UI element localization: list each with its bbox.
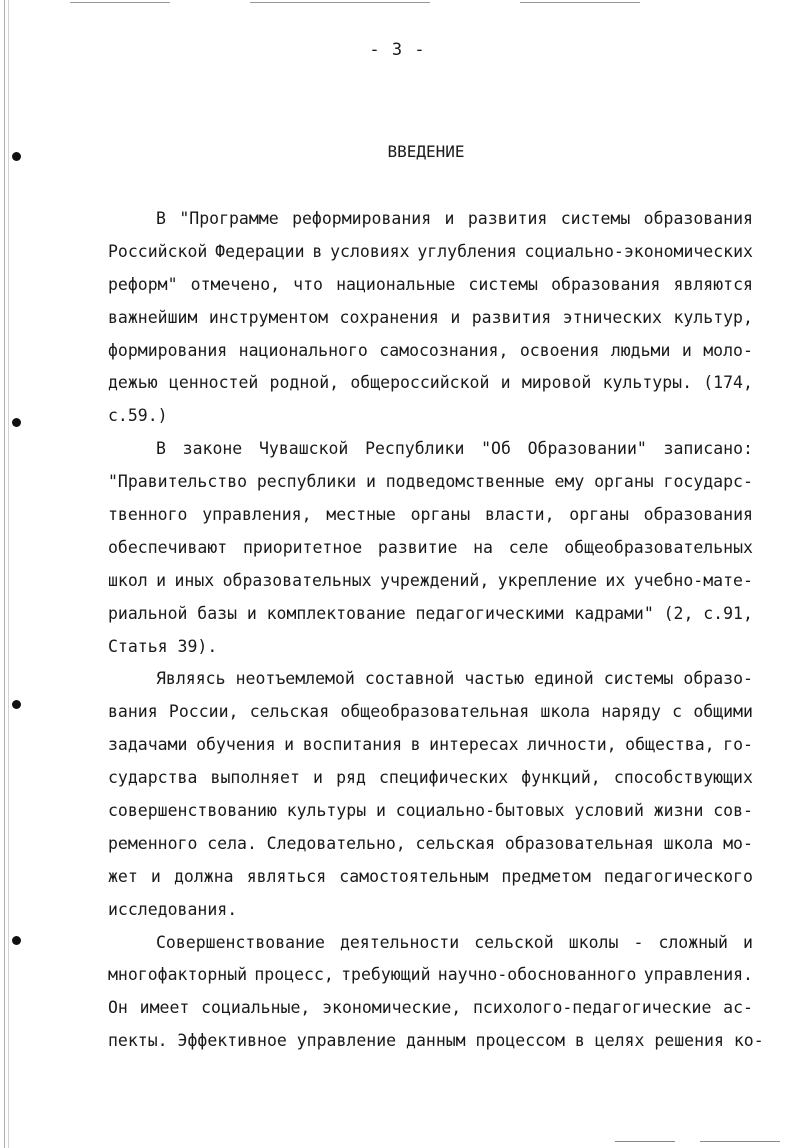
word: условиях — [330, 241, 410, 261]
word: культуры — [286, 801, 367, 821]
word: углубления — [417, 241, 517, 261]
word: частью — [464, 669, 525, 689]
text-line — [108, 367, 753, 400]
word: сов- — [713, 801, 753, 821]
word: развития — [471, 307, 552, 327]
word: республики — [256, 472, 357, 492]
text-line-content: с.59.) — [108, 406, 168, 426]
word: и — [156, 570, 167, 590]
word: вания — [108, 702, 158, 722]
word: единой — [534, 669, 594, 689]
word: - — [633, 932, 644, 952]
word: должна — [173, 866, 234, 886]
word: общими — [693, 702, 753, 722]
word: "Об — [481, 439, 511, 459]
word: в — [410, 735, 421, 755]
scan-bottom-edge — [700, 1141, 780, 1142]
word: социально-бытовых — [395, 801, 565, 821]
word: являются — [673, 274, 753, 294]
word: освоения — [519, 340, 600, 360]
text-line — [108, 828, 753, 861]
word: органы — [410, 505, 471, 525]
word: людьми — [610, 340, 671, 360]
paragraph — [108, 663, 753, 926]
binding-hole-marker — [12, 418, 21, 427]
word: образования — [643, 209, 753, 228]
text-line-content: Статья 39). — [108, 636, 218, 656]
word: психолого-педагогические — [472, 998, 712, 1018]
word: школ — [108, 570, 148, 590]
word: этнических — [562, 307, 662, 327]
word: и — [743, 932, 753, 952]
word: "Правительство — [108, 472, 248, 492]
word: учебно-мате- — [633, 570, 753, 590]
word: школа — [540, 702, 591, 722]
word: и — [246, 603, 257, 623]
word: сельская — [249, 702, 330, 722]
word: совершенствованию — [108, 801, 277, 821]
paragraph — [108, 203, 753, 433]
word: системы — [560, 209, 631, 228]
word: образо- — [683, 669, 753, 689]
word: и — [313, 768, 323, 788]
scan-margin-line-secondary — [8, 0, 9, 1148]
word: кадрами" — [574, 603, 654, 623]
word: образовательная — [504, 833, 654, 853]
word: моло- — [703, 340, 753, 360]
word: "Программе — [179, 209, 279, 228]
word: деятельности — [339, 932, 460, 952]
word: ценностей — [168, 373, 259, 393]
word: и — [150, 866, 161, 886]
word: власти, — [484, 505, 555, 525]
word: способствующих — [613, 768, 753, 788]
text-line — [108, 795, 753, 828]
word: В — [156, 439, 166, 459]
word: системы — [603, 669, 674, 689]
word: ему — [554, 472, 585, 492]
word: что — [293, 274, 323, 294]
word: мировой — [521, 373, 592, 393]
document-body — [108, 203, 764, 1058]
binding-hole-marker — [12, 936, 21, 945]
text-line — [108, 1025, 764, 1058]
word: с — [672, 702, 683, 722]
text-line — [108, 992, 753, 1025]
word: и — [681, 340, 692, 360]
word: Федерации — [215, 241, 305, 261]
scan-margin-line — [4, 0, 5, 1148]
word: и — [366, 472, 376, 492]
word: образования — [551, 274, 661, 294]
text-line — [108, 433, 753, 466]
word: педагогическими — [415, 603, 565, 623]
word: записано: — [663, 439, 753, 459]
word: сельская — [415, 833, 496, 853]
word: учреждений, — [380, 570, 490, 590]
word: на — [473, 537, 493, 557]
word: функций, — [521, 768, 601, 788]
word: условий — [574, 801, 644, 821]
word: культур, — [673, 307, 753, 327]
word: го- — [723, 735, 753, 755]
word: требующий — [341, 965, 431, 985]
word: с.91, — [703, 603, 753, 623]
word: социальные, — [201, 998, 311, 1018]
paragraph — [108, 433, 753, 663]
word: их — [605, 570, 626, 590]
text-line — [108, 959, 753, 992]
word: России, — [168, 702, 239, 722]
scan-top-edge — [70, 2, 170, 3]
word: родной, — [269, 373, 340, 393]
word: органы — [594, 472, 654, 492]
word: комплектование — [266, 603, 406, 623]
word: выполняет — [210, 768, 300, 788]
word: многофакторный — [108, 965, 248, 985]
word: органы — [569, 505, 629, 525]
text-line — [108, 696, 753, 729]
text-line — [108, 762, 753, 795]
paragraph — [108, 927, 764, 1059]
word: задачами — [108, 735, 188, 755]
word: воспитания — [302, 735, 403, 755]
text-line — [108, 894, 753, 927]
text-line — [108, 598, 753, 631]
word: жет — [108, 866, 138, 886]
word: укрепление — [497, 570, 598, 590]
word: Являясь — [156, 669, 226, 689]
text-line — [108, 400, 753, 433]
text-line-content: исследования. — [108, 899, 238, 919]
word: и — [444, 209, 455, 228]
page-number: - 3 - — [369, 40, 426, 60]
word: Образовании" — [527, 439, 647, 459]
word: жизни — [653, 801, 704, 821]
word: В — [156, 209, 166, 228]
word: инструментом — [208, 307, 329, 327]
word: имеет — [139, 998, 190, 1018]
text-line — [108, 663, 753, 696]
word: и — [500, 373, 511, 393]
word: важнейшим — [108, 307, 198, 327]
word: предметом — [501, 866, 591, 886]
word: образования — [643, 505, 753, 525]
text-line-content: пекты. Эффективное управление данным процессом в целях решения ко- — [108, 1031, 764, 1051]
word: мо- — [723, 833, 753, 853]
word: государс- — [663, 472, 753, 492]
word: и — [375, 801, 386, 821]
word: (2, — [663, 603, 694, 623]
text-line — [108, 729, 753, 762]
word: процесс, — [254, 965, 334, 985]
word: национального — [238, 340, 368, 360]
word: развитие — [377, 537, 458, 557]
binding-hole-marker — [12, 700, 21, 709]
word: образовательных — [222, 570, 372, 590]
word: педагогического — [603, 866, 753, 886]
word: культуры. — [602, 373, 692, 393]
word: законе — [182, 439, 243, 459]
word: селе — [508, 537, 549, 557]
word: дежью — [108, 373, 158, 393]
word: Совершенствование — [156, 932, 325, 952]
text-line — [108, 466, 753, 499]
word: сельской — [474, 932, 554, 952]
word: экономические, — [322, 998, 462, 1018]
word: базы — [197, 603, 238, 623]
word: и — [450, 307, 461, 327]
text-line — [108, 302, 753, 335]
word: национальные — [336, 274, 456, 294]
scan-top-edge — [520, 2, 640, 3]
word: ременного — [108, 833, 198, 853]
text-line — [108, 565, 753, 598]
word: ас- — [723, 998, 753, 1018]
word: твенного — [108, 505, 188, 525]
page-title: ВВЕДЕНИЕ — [387, 142, 465, 161]
scan-bottom-edge — [615, 1141, 675, 1142]
word: Следовательно, — [266, 833, 406, 853]
word: школа — [663, 833, 714, 853]
word: сохранения — [339, 307, 439, 327]
word: Он — [108, 998, 128, 1018]
word: наряду — [601, 702, 661, 722]
word: управления, — [202, 505, 312, 525]
word: реформ" — [108, 274, 178, 294]
text-line — [108, 269, 753, 302]
word: приоритетное — [242, 537, 363, 557]
word: составной — [364, 669, 455, 689]
text-line — [108, 927, 753, 960]
scan-top-edge — [250, 2, 430, 3]
text-line — [108, 203, 753, 236]
word: являться — [246, 866, 327, 886]
word: социально-экономических — [524, 241, 753, 261]
word: отмечено, — [190, 274, 281, 294]
word: общества, — [625, 735, 715, 755]
word: общеобразовательных — [564, 537, 753, 557]
word: системы — [468, 274, 538, 294]
word: местные — [326, 505, 396, 525]
word: самостоятельным — [339, 866, 489, 886]
text-line — [108, 861, 753, 894]
word: иных — [174, 570, 215, 590]
word: интересах — [429, 735, 519, 755]
word: села. — [207, 833, 257, 853]
word: общеобразовательная — [340, 702, 530, 722]
word: неотъемлемой — [235, 669, 355, 689]
word: школы — [568, 932, 619, 952]
word: управления. — [643, 965, 753, 985]
word: риальной — [108, 603, 188, 623]
text-line — [108, 335, 753, 368]
word: самосознания, — [379, 340, 509, 360]
word: личности, — [527, 735, 617, 755]
word: специфических — [379, 768, 509, 788]
word: и — [284, 735, 295, 755]
word: формирования — [108, 340, 228, 360]
word: (174, — [703, 373, 753, 393]
word: Чувашской — [258, 439, 349, 459]
word: развития — [467, 209, 548, 228]
word: обеспечивают — [108, 537, 228, 557]
word: ряд — [336, 768, 366, 788]
text-line — [108, 236, 753, 269]
word: обучения — [196, 735, 276, 755]
word: сложный — [658, 932, 728, 952]
word: подведомственные — [385, 472, 545, 492]
word: Республики — [365, 439, 465, 459]
word: реформирования — [292, 209, 432, 228]
word: в — [312, 241, 323, 261]
text-line — [108, 631, 753, 664]
word: сударства — [108, 768, 198, 788]
word: Российской — [108, 241, 208, 261]
text-line — [108, 499, 753, 532]
word: общероссийской — [350, 373, 490, 393]
word: научно-обоснованного — [437, 965, 637, 985]
text-line — [108, 532, 753, 565]
